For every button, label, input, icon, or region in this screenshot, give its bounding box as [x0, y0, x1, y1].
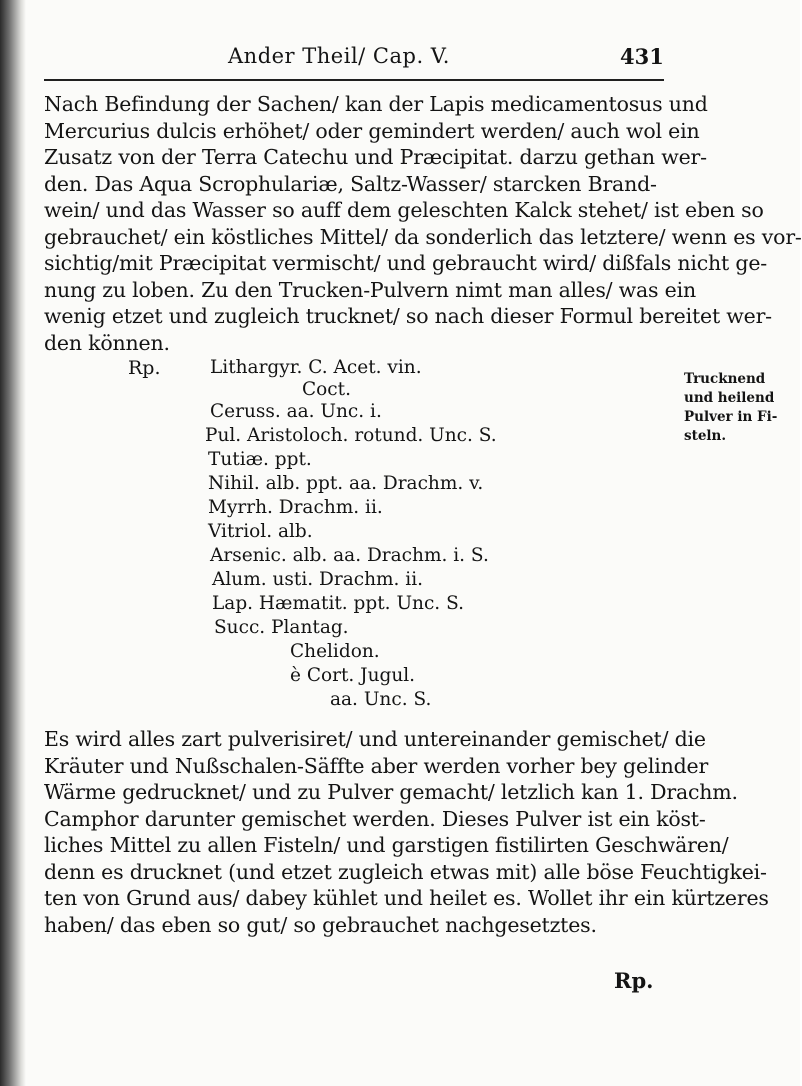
- page-number: 431: [620, 44, 664, 69]
- text-line: sichtig/mit Præcipitat vermischt/ und gebraucht wird/ dißfals nicht ge-: [44, 251, 767, 275]
- recipe-item: Pul. Aristoloch. rotund. Unc. S.: [205, 425, 497, 446]
- text-line: den können.: [44, 330, 170, 355]
- recipe-item: Myrrh. Drachm. ii.: [208, 497, 383, 518]
- catchword: Rp.: [614, 968, 654, 993]
- text-line: den. Das Aqua Scrophulariæ, Saltz-Wasser/ starcken Brand-: [44, 171, 657, 196]
- text-line: denn es drucknet (und etzet zugleich etwas mit) alle böse Feuchtigkei-: [44, 859, 767, 884]
- header-rule: [44, 79, 664, 81]
- text-line: Zusatz von der Terra Catechu und Præcipitat. darzu gethan wer-: [44, 145, 707, 169]
- text-line: Mercurius dulcis erhöhet/ oder gemindert werden/ auch wol ein: [44, 118, 700, 143]
- text-line: wenig etzet und zugleich trucknet/ so nach dieser Formul bereitet wer-: [44, 304, 772, 328]
- recipe-label: Rp.: [128, 357, 161, 379]
- recipe-item: Coct.: [302, 379, 351, 400]
- recipe-item: Nihil. alb. ppt. aa. Drachm. v.: [208, 473, 484, 494]
- recipe-item: Ceruss. aa. Unc. i.: [210, 401, 382, 422]
- text-line: Wärme gedrucknet/ und zu Pulver gemacht/ letzlich kan 1. Drachm.: [44, 780, 738, 804]
- paragraph-1: [44, 91, 802, 356]
- recipe-item: Arsenic. alb. aa. Drachm. i. S.: [210, 545, 489, 566]
- text-line: Kräuter und Nußschalen-Säffte aber werden vorher bey gelinder: [44, 753, 709, 778]
- recipe-item: Alum. usti. Drachm. ii.: [212, 569, 424, 590]
- marginal-note: [684, 370, 794, 446]
- recipe-item: Vitriol. alb.: [208, 521, 313, 542]
- text-line: ten von Grund aus/ dabey kühlet und heilet es. Wollet ihr ein kürtzeres: [44, 886, 769, 910]
- marginal-note-line: und heilend: [684, 390, 775, 406]
- text-line: liches Mittel zu allen Fisteln/ und garstigen fistilirten Geschwären/: [44, 833, 729, 857]
- recipe-item: Tutiæ. ppt.: [208, 449, 312, 470]
- text-line: haben/ das eben so gut/ so gebrauchet nachgesetztes.: [44, 912, 597, 937]
- paragraph-2: [44, 726, 769, 938]
- recipe-item: Lap. Hæmatit. ppt. Unc. S.: [212, 593, 464, 614]
- recipe-item: Chelidon.: [290, 641, 380, 662]
- recipe-item: Lithargyr. C. Acet. vin.: [210, 357, 422, 378]
- text-line: gebrauchet/ ein köstliches Mittel/ da sonderlich das letztere/ wenn es vor-: [44, 224, 802, 249]
- marginal-note-line: steln.: [684, 428, 727, 444]
- marginal-note-line: Pulver in Fi-: [684, 409, 778, 425]
- running-head: Ander Theil/ Cap. V.: [228, 44, 450, 68]
- text-line: Camphor darunter gemischet werden. Dieses Pulver ist ein köst-: [44, 806, 706, 831]
- recipe-item: è Cort. Jugul.: [290, 665, 416, 686]
- recipe-item: Succ. Plantag.: [214, 617, 349, 638]
- text-line: wein/ und das Wasser so auff dem geleschten Kalck stehet/ ist eben so: [44, 198, 764, 222]
- text-line: Nach Befindung der Sachen/ kan der Lapis medicamentosus und: [44, 92, 708, 116]
- recipe-item: aa. Unc. S.: [330, 689, 432, 710]
- page-spine-shadow: [0, 0, 26, 1086]
- marginal-note-line: Trucknend: [684, 371, 766, 387]
- text-line: Es wird alles zart pulverisiret/ und untereinander gemischet/ die: [44, 727, 706, 751]
- text-line: nung zu loben. Zu den Trucken-Pulvern nimt man alles/ was ein: [44, 277, 696, 302]
